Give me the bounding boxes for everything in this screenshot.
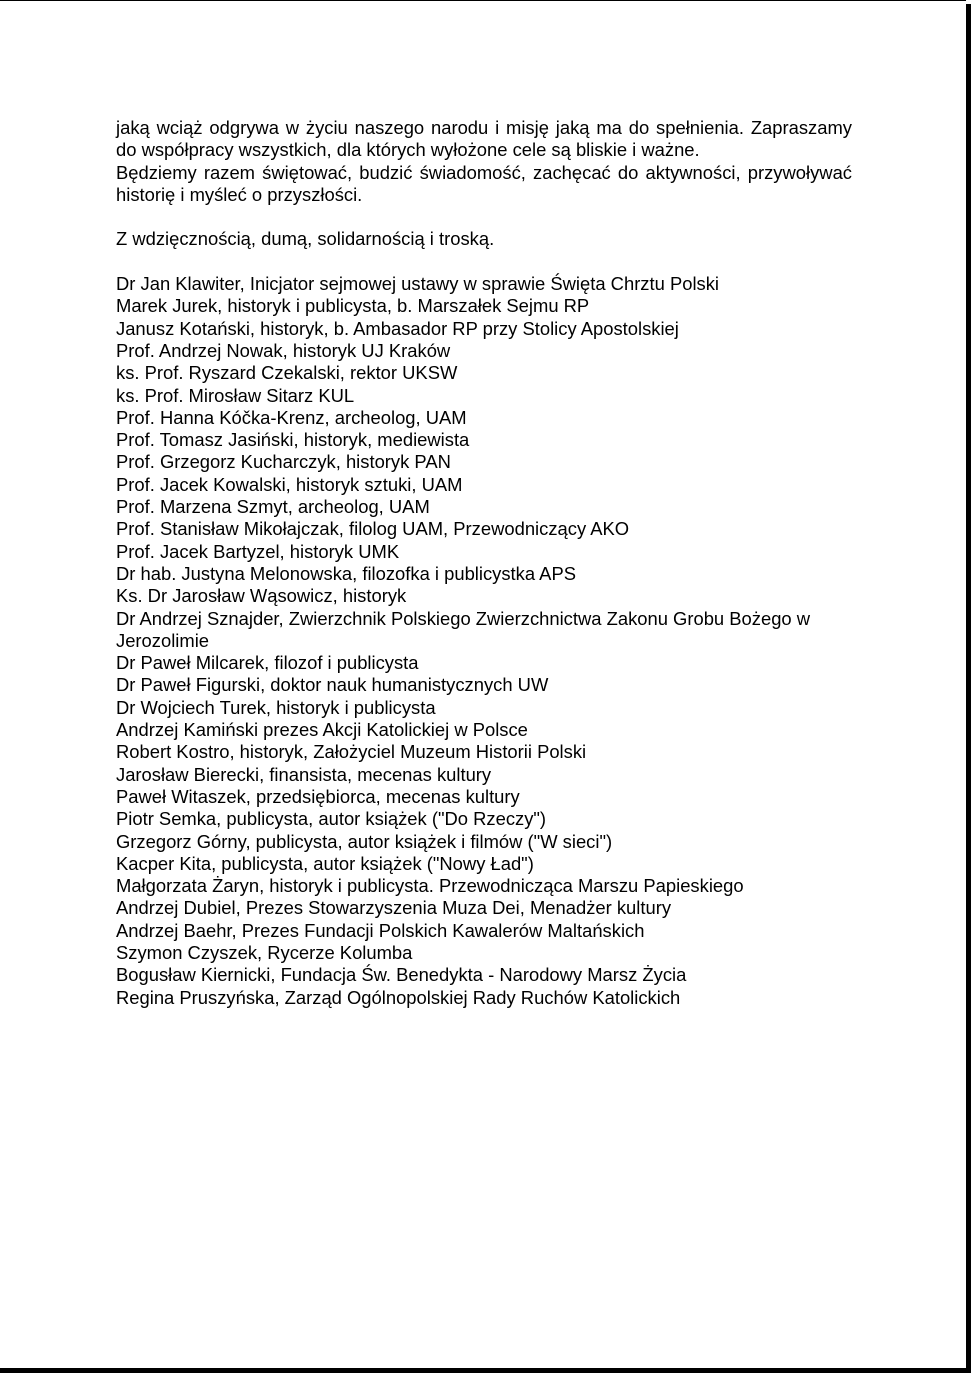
signatory-item: Janusz Kotański, historyk, b. Ambasador RP przy Stolicy Apostolskiej <box>116 317 679 339</box>
signatory-item: Dr hab. Justyna Melonowska, filozofka i publicystka APS <box>116 562 576 584</box>
signatory-item: ks. Prof. Mirosław Sitarz KUL <box>116 384 355 406</box>
signatory-item: Prof. Andrzej Nowak, historyk UJ Kraków <box>116 339 451 361</box>
signatory-item: Ks. Dr Jarosław Wąsowicz, historyk <box>116 585 407 607</box>
signatory-item: Prof. Hanna Kóčka-Krenz, archeolog, UAM <box>116 406 467 428</box>
signatory-item: Prof. Marzena Szmyt, archeolog, UAM <box>116 496 430 518</box>
document-body <box>116 117 852 1009</box>
signatory-item: Jarosław Bierecki, finansista, mecenas kultury <box>116 763 492 785</box>
signatory-item: Robert Kostro, historyk, Założyciel Muzeum Historii Polski <box>116 741 587 763</box>
signatory-item: Dr Paweł Milcarek, filozof i publicysta <box>116 652 419 674</box>
signatory-item: Prof. Tomasz Jasiński, historyk, mediewista <box>116 429 470 451</box>
signatory-item: Bogusław Kiernicki, Fundacja Św. Benedykta - Narodowy Marsz Życia <box>116 964 687 986</box>
signatory-item: Piotr Semka, publicysta, autor książek ("Do Rzeczy") <box>116 808 547 830</box>
signatory-item: Grzegorz Górny, publicysta, autor książek i filmów ("W sieci") <box>116 830 613 852</box>
paragraph-spacer <box>116 206 852 228</box>
paragraph-spacer <box>116 251 852 273</box>
signatory-item: Marek Jurek, historyk i publicysta, b. Marszałek Sejmu RP <box>116 295 590 317</box>
body-paragraph: jaką wciąż odgrywa w życiu naszego narodu i misję jaką ma do spełnienia. Zapraszamy do współpracy wszystkich, dla których wyłożone cele są bliskie i ważne. <box>116 117 852 161</box>
signatory-item: Dr Andrzej Sznajder, Zwierzchnik Polskiego Zwierzchnictwa Zakonu Grobu Bożego w Jerozolimie <box>116 607 811 651</box>
signatory-item: Małgorzata Żaryn, historyk i publicysta. Przewodnicząca Marszu Papieskiego <box>116 875 744 897</box>
signatory-item: ks. Prof. Ryszard Czekalski, rektor UKSW <box>116 362 458 384</box>
signatory-item: Paweł Witaszek, przedsiębiorca, mecenas kultury <box>116 785 520 807</box>
signatory-item: Prof. Grzegorz Kucharczyk, historyk PAN <box>116 451 451 473</box>
signatory-item: Dr Wojciech Turek, historyk i publicysta <box>116 696 436 718</box>
signatory-item: Andrzej Dubiel, Prezes Stowarzyszenia Muza Dei, Menadżer kultury <box>116 897 672 919</box>
signatory-item: Dr Paweł Figurski, doktor nauk humanistycznych UW <box>116 674 549 696</box>
signatory-item: Prof. Stanisław Mikołajczak, filolog UAM, Przewodniczący AKO <box>116 518 630 540</box>
signatories-list <box>116 273 852 1009</box>
signatory-item: Prof. Jacek Bartyzel, historyk UMK <box>116 540 400 562</box>
signatory-item: Dr Jan Klawiter, Inicjator sejmowej ustawy w sprawie Święta Chrztu Polski <box>116 273 720 295</box>
signatory-item: Regina Pruszyńska, Zarząd Ogólnopolskiej Rady Ruchów Katolickich <box>116 986 681 1008</box>
signatory-item: Andrzej Kamiński prezes Akcji Katolickiej w Polsce <box>116 719 528 741</box>
closing-line: Z wdzięcznością, dumą, solidarnością i troską. <box>116 228 495 250</box>
signatory-item: Andrzej Baehr, Prezes Fundacji Polskich Kawalerów Maltańskich <box>116 919 645 941</box>
page-shadow-bottom <box>0 1368 971 1373</box>
signatory-item: Szymon Czyszek, Rycerze Kolumba <box>116 941 413 963</box>
page-shadow-right <box>966 4 971 1373</box>
body-paragraph: Będziemy razem świętować, budzić świadomość, zachęcać do aktywności, przywoływać historię i myśleć o przyszłości. <box>116 161 852 205</box>
signatory-item: Kacper Kita, publicysta, autor książek ("Nowy Ład") <box>116 852 534 874</box>
signatory-item: Prof. Jacek Kowalski, historyk sztuki, UAM <box>116 473 463 495</box>
